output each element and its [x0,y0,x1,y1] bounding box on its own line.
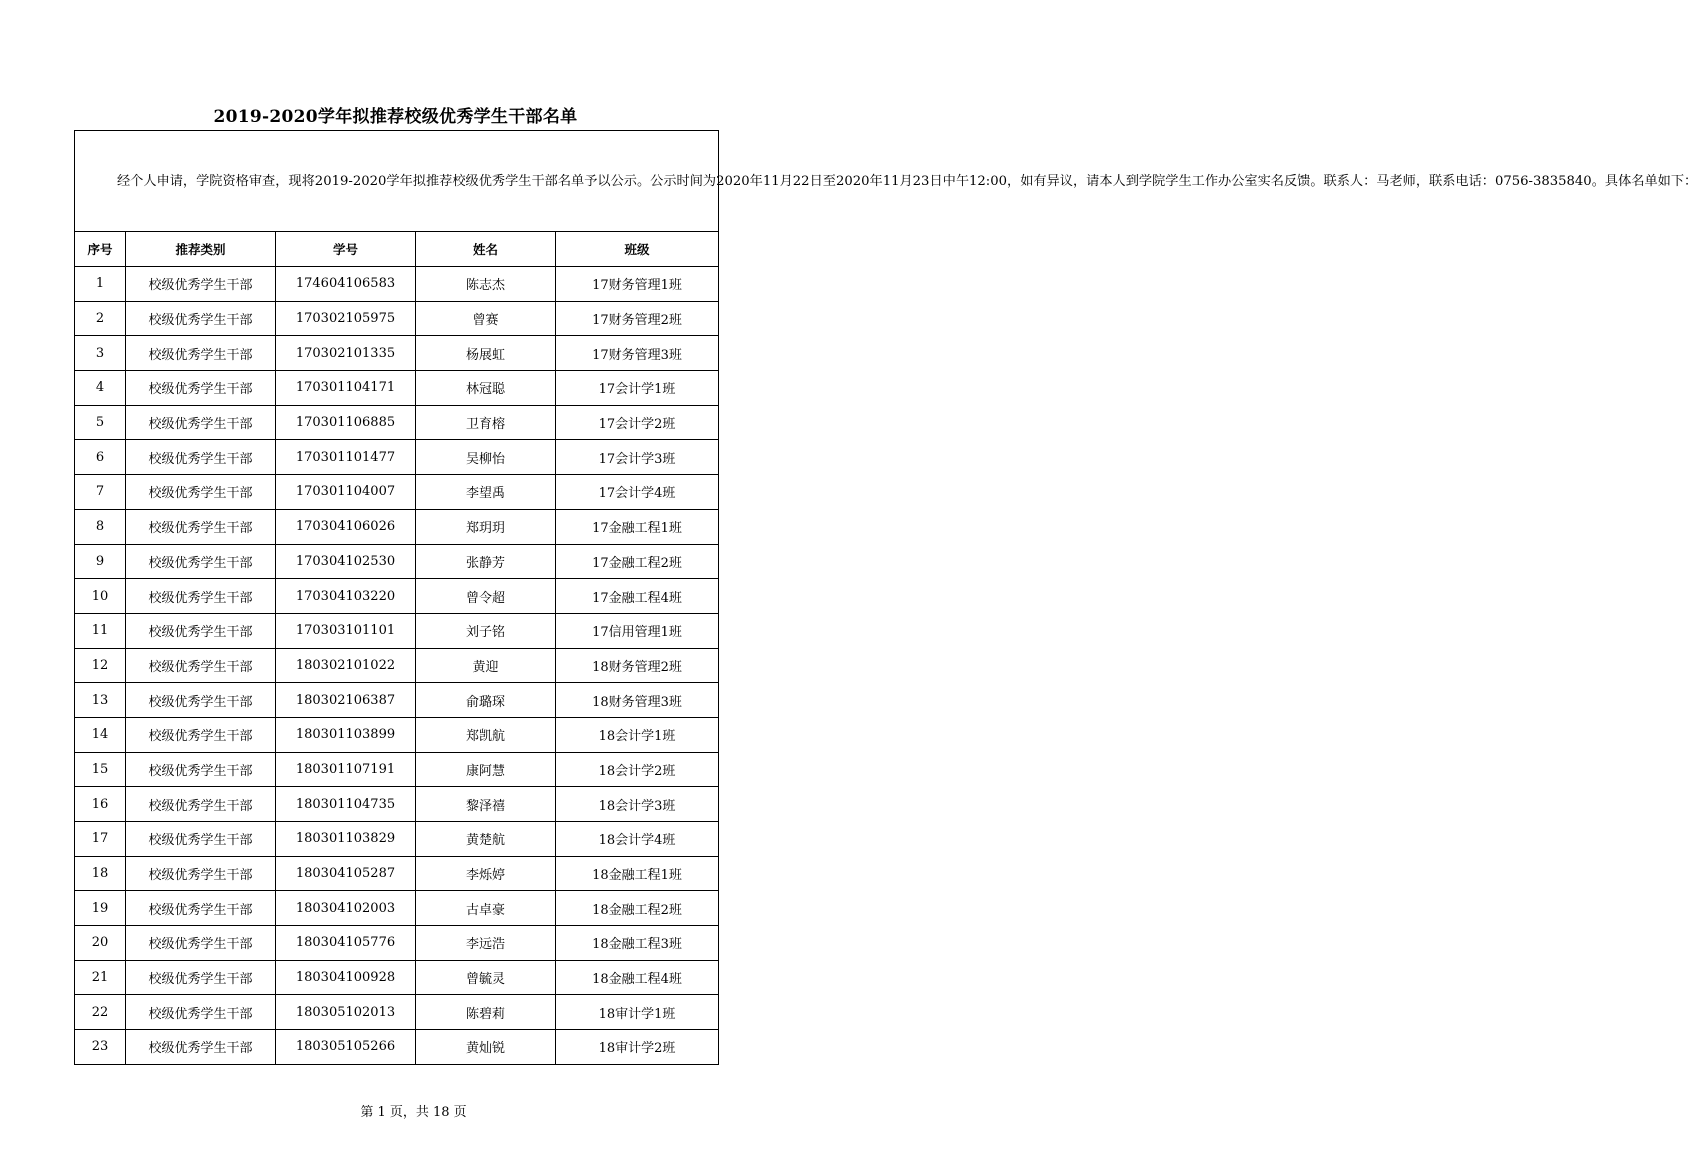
cell-class: 18审计学1班 [556,995,719,1030]
cell-class: 17财务管理1班 [556,267,719,302]
cell-category: 校级优秀学生干部 [126,787,276,822]
cell-index: 23 [75,1030,126,1065]
cell-category: 校级优秀学生干部 [126,683,276,718]
header-index: 序号 [75,232,126,267]
cell-category: 校级优秀学生干部 [126,336,276,371]
table-row [75,683,719,718]
cell-index: 7 [75,475,126,510]
cell-name: 郑凯航 [416,717,556,752]
cell-index: 8 [75,509,126,544]
cell-student-id: 180301107191 [276,752,416,787]
table-row [75,1030,719,1065]
cell-class: 17财务管理3班 [556,336,719,371]
cell-index: 16 [75,787,126,822]
cell-name: 康阿慧 [416,752,556,787]
table-row [75,787,719,822]
cell-category: 校级优秀学生干部 [126,509,276,544]
cell-index: 4 [75,371,126,406]
cell-class: 17会计学4班 [556,475,719,510]
cell-student-id: 180305105266 [276,1030,416,1065]
table-row [75,995,719,1030]
cell-index: 9 [75,544,126,579]
cell-student-id: 180302101022 [276,648,416,683]
cell-name: 黄楚航 [416,822,556,857]
cell-category: 校级优秀学生干部 [126,926,276,961]
table-row [75,613,719,648]
cell-name: 刘子铭 [416,613,556,648]
document-title: 2019-2020学年拟推荐校级优秀学生干部名单 [213,107,578,127]
cell-student-id: 170301104171 [276,371,416,406]
cell-student-id: 180301103829 [276,822,416,857]
cell-student-id: 180301104735 [276,787,416,822]
cell-name: 李烁婷 [416,856,556,891]
cell-category: 校级优秀学生干部 [126,613,276,648]
cell-index: 21 [75,960,126,995]
table-row [75,926,719,961]
cell-class: 17会计学2班 [556,405,719,440]
cell-student-id: 180304102003 [276,891,416,926]
cell-student-id: 170304106026 [276,509,416,544]
table-row [75,509,719,544]
cell-index: 14 [75,717,126,752]
table-row [75,648,719,683]
cell-name: 黄迎 [416,648,556,683]
notice-cell [75,131,1697,232]
table-row [75,891,719,926]
cell-class: 18财务管理3班 [556,683,719,718]
cell-category: 校级优秀学生干部 [126,371,276,406]
cell-class: 17信用管理1班 [556,613,719,648]
cell-student-id: 170301101477 [276,440,416,475]
cell-class: 17财务管理2班 [556,301,719,336]
cell-category: 校级优秀学生干部 [126,405,276,440]
cell-category: 校级优秀学生干部 [126,301,276,336]
cell-student-id: 180304100928 [276,960,416,995]
notice-text: 经个人申请，学院资格审查，现将2019-2020学年拟推荐校级优秀学生干部名单予以公示。公示时间为2020年11月22日至2020年11月23日中午12:00，如有异议，请本人到学院学生工作办公室实名反馈。联系人：马老师，联系电话：0756-3835840。具体名单如下： [117,173,1697,189]
cell-category: 校级优秀学生干部 [126,822,276,857]
cell-class: 17会计学1班 [556,371,719,406]
cell-name: 陈碧莉 [416,995,556,1030]
table-row [75,579,719,614]
cell-index: 18 [75,856,126,891]
cell-class: 17金融工程1班 [556,509,719,544]
cell-index: 10 [75,579,126,614]
cell-index: 2 [75,301,126,336]
cell-name: 卫育榕 [416,405,556,440]
cell-student-id: 170304102530 [276,544,416,579]
table-row [75,752,719,787]
cell-name: 吴柳怡 [416,440,556,475]
cell-index: 3 [75,336,126,371]
cell-name: 郑玥玥 [416,509,556,544]
table-row [75,371,719,406]
cell-student-id: 170303101101 [276,613,416,648]
cell-student-id: 174604106583 [276,267,416,302]
cell-index: 5 [75,405,126,440]
table-row [75,405,719,440]
cell-name: 曾毓灵 [416,960,556,995]
cell-class: 18会计学2班 [556,752,719,787]
cell-student-id: 170301106885 [276,405,416,440]
cell-name: 杨展虹 [416,336,556,371]
cell-student-id: 170302105975 [276,301,416,336]
cell-index: 6 [75,440,126,475]
table-row [75,822,719,857]
cell-category: 校级优秀学生干部 [126,717,276,752]
page-footer: 第 1 页，共 18 页 [360,1105,467,1120]
header-row [75,232,719,267]
cell-class: 18审计学2班 [556,1030,719,1065]
cell-index: 11 [75,613,126,648]
cell-category: 校级优秀学生干部 [126,440,276,475]
header-category: 推荐类别 [126,232,276,267]
cell-category: 校级优秀学生干部 [126,648,276,683]
cell-name: 曾赛 [416,301,556,336]
notice-row [75,131,719,232]
cell-class: 17会计学3班 [556,440,719,475]
cell-name: 黎泽禧 [416,787,556,822]
cell-category: 校级优秀学生干部 [126,752,276,787]
cell-class: 18会计学3班 [556,787,719,822]
cell-student-id: 180304105287 [276,856,416,891]
cell-index: 15 [75,752,126,787]
header-class: 班级 [556,232,719,267]
cell-category: 校级优秀学生干部 [126,856,276,891]
table-row [75,475,719,510]
cell-name: 李望禹 [416,475,556,510]
header-name: 姓名 [416,232,556,267]
cell-category: 校级优秀学生干部 [126,995,276,1030]
cell-student-id: 170304103220 [276,579,416,614]
cell-category: 校级优秀学生干部 [126,579,276,614]
cell-category: 校级优秀学生干部 [126,1030,276,1065]
cell-index: 19 [75,891,126,926]
cell-class: 17金融工程2班 [556,544,719,579]
cell-class: 18会计学1班 [556,717,719,752]
cell-student-id: 170302101335 [276,336,416,371]
cell-student-id: 170301104007 [276,475,416,510]
cell-name: 陈志杰 [416,267,556,302]
cell-index: 13 [75,683,126,718]
cell-index: 17 [75,822,126,857]
nominee-table [74,130,1697,1065]
cell-student-id: 180305102013 [276,995,416,1030]
table-row [75,717,719,752]
cell-class: 18会计学4班 [556,822,719,857]
cell-index: 20 [75,926,126,961]
cell-class: 18金融工程4班 [556,960,719,995]
cell-class: 18金融工程2班 [556,891,719,926]
table-row [75,267,719,302]
cell-class: 17金融工程4班 [556,579,719,614]
cell-name: 古卓豪 [416,891,556,926]
cell-category: 校级优秀学生干部 [126,891,276,926]
cell-student-id: 180301103899 [276,717,416,752]
cell-category: 校级优秀学生干部 [126,475,276,510]
cell-index: 1 [75,267,126,302]
cell-category: 校级优秀学生干部 [126,267,276,302]
cell-class: 18金融工程3班 [556,926,719,961]
cell-name: 李远浩 [416,926,556,961]
cell-category: 校级优秀学生干部 [126,544,276,579]
table-row [75,301,719,336]
cell-student-id: 180302106387 [276,683,416,718]
table-row [75,960,719,995]
table-row [75,856,719,891]
cell-class: 18金融工程1班 [556,856,719,891]
cell-index: 22 [75,995,126,1030]
cell-name: 黄灿锐 [416,1030,556,1065]
cell-name: 张静芳 [416,544,556,579]
table-row [75,440,719,475]
table-row [75,336,719,371]
cell-class: 18财务管理2班 [556,648,719,683]
cell-category: 校级优秀学生干部 [126,960,276,995]
cell-student-id: 180304105776 [276,926,416,961]
cell-name: 林冠聪 [416,371,556,406]
cell-name: 俞璐琛 [416,683,556,718]
header-student-id: 学号 [276,232,416,267]
cell-name: 曾令超 [416,579,556,614]
cell-index: 12 [75,648,126,683]
table-row [75,544,719,579]
